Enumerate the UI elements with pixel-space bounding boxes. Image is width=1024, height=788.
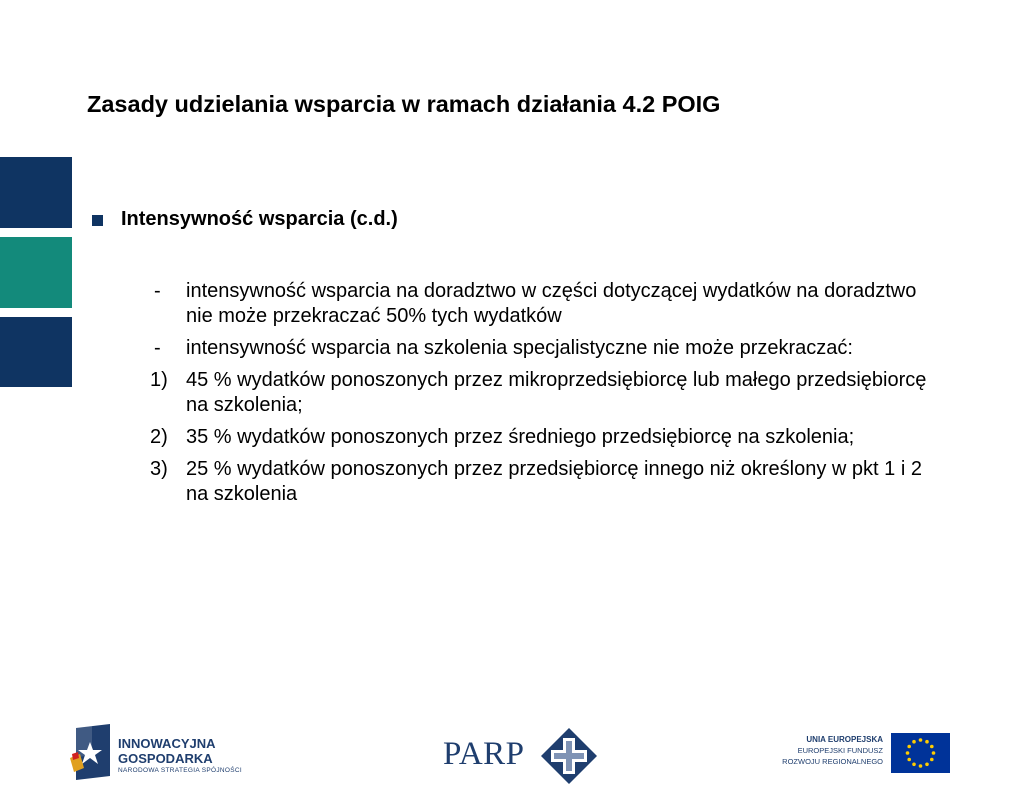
list-marker: - xyxy=(154,280,161,302)
ig-name xyxy=(118,736,216,766)
parp-logo xyxy=(443,724,603,784)
list-item-text: intensywność wsparcia na szkolenia specjalistyczne nie może przekraczać: xyxy=(186,337,853,359)
list-item xyxy=(150,336,930,361)
eu-line2: EUROPEJSKI FUNDUSZ xyxy=(797,746,883,755)
list-item-text: 35 % wydatków ponoszonych przez średniego przedsiębiorcę na szkolenia; xyxy=(186,426,855,448)
innowacyjna-gospodarka-logo xyxy=(70,724,250,784)
list-marker: 3) xyxy=(150,458,168,480)
eu-logo xyxy=(780,730,955,780)
parp-diamond-icon xyxy=(541,728,597,784)
list-item xyxy=(150,425,930,450)
ig-subtitle: NARODOWA STRATEGIA SPÓJNOŚCI xyxy=(118,767,242,774)
eu-line1: UNIA EUROPEJSKA xyxy=(806,735,883,744)
eu-text xyxy=(782,734,883,767)
decor-bar-bottom xyxy=(0,317,72,387)
decor-bar-middle xyxy=(0,237,72,308)
eu-flag-icon xyxy=(891,733,950,773)
slide-title: Zasady udzielania wsparcia w ramach działania 4.2 POIG xyxy=(87,91,721,117)
ig-flag-icon xyxy=(70,724,114,780)
section-heading: Intensywność wsparcia (c.d.) xyxy=(121,208,398,230)
ig-line2: GOSPODARKA xyxy=(118,751,213,766)
parp-label: PARP xyxy=(443,736,525,772)
footer-logos xyxy=(0,714,1024,788)
decor-bar-top xyxy=(0,157,72,228)
list-item xyxy=(150,279,930,329)
list-item-text: 45 % wydatków ponoszonych przez mikroprzedsiębiorcę lub małego przedsiębiorcę na szkolenia; xyxy=(186,369,927,416)
list-item xyxy=(150,368,930,418)
bullet-square-icon xyxy=(92,215,103,226)
list-item-text: 25 % wydatków ponoszonych przez przedsiębiorcę innego niż określony w pkt 1 i 2 na szkolenia xyxy=(186,458,922,505)
eu-line3: ROZWOJU REGIONALNEGO xyxy=(782,757,883,766)
list-marker: - xyxy=(154,337,161,359)
list-item-text: intensywność wsparcia na doradztwo w części dotyczącej wydatków na doradztwo nie może przekraczać 50% tych wydatków xyxy=(186,280,917,327)
list-item xyxy=(150,457,930,507)
list-marker: 1) xyxy=(150,369,168,391)
content-list xyxy=(150,279,930,514)
ig-line1: INNOWACYJNA xyxy=(118,736,216,751)
list-marker: 2) xyxy=(150,426,168,448)
